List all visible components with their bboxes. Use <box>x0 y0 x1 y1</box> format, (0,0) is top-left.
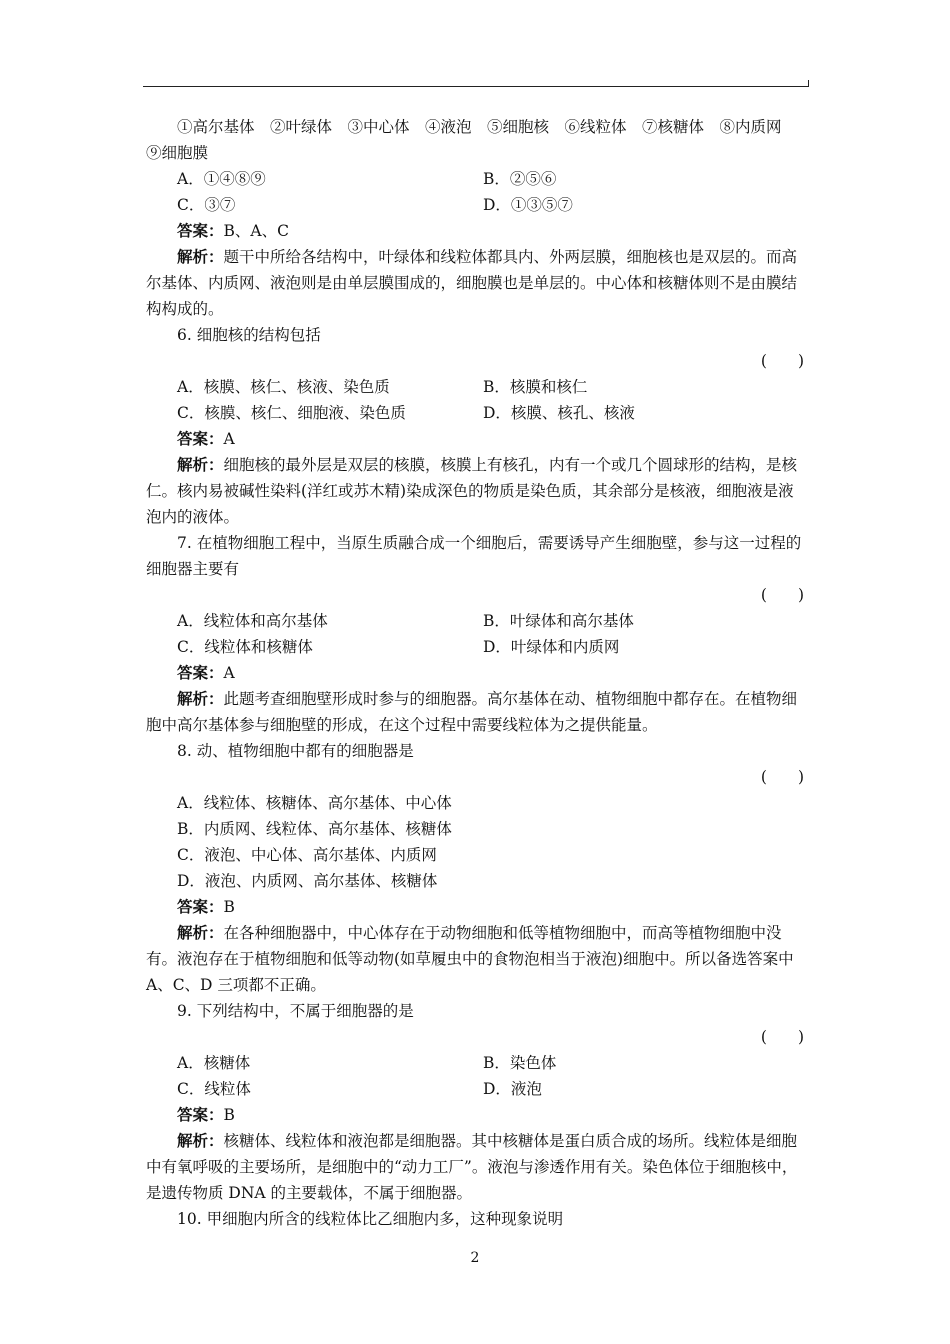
analysis-label: 解析： <box>177 247 224 266</box>
q6-answer-blank: ( ) <box>760 352 804 370</box>
q9-option-d: D．液泡 <box>483 1080 542 1098</box>
q7-analysis <box>146 686 808 738</box>
q5-items: ①高尔基体 ②叶绿体 ③中心体 ④液泡 ⑤细胞核 ⑥线粒体 ⑦核糖体 ⑧内质网 ⑨细胞膜 <box>146 118 798 162</box>
answer-label: 答案： <box>177 429 224 448</box>
q7-options-row-2 <box>146 634 808 660</box>
q7-option-b: B．叶绿体和高尔基体 <box>483 612 634 630</box>
analysis-text: 此题考查细胞壁形成时参与的细胞器。高尔基体在动、植物细胞中都存在。在植物细胞中高尔基体参与细胞壁的形成，在这个过程中需要线粒体为之提供能量。 <box>146 690 798 734</box>
q9-option-b: B．染色体 <box>483 1054 557 1072</box>
q9-option-a: A．核糖体 <box>177 1054 251 1072</box>
q7-option-d: D．叶绿体和内质网 <box>483 638 620 656</box>
analysis-label: 解析： <box>177 455 224 474</box>
q6-stem: 6. 细胞核的结构包括 <box>177 326 321 344</box>
header-rule-tick <box>808 80 809 87</box>
answer-value: B <box>223 898 235 916</box>
q8-stem: 8. 动、植物细胞中都有的细胞器是 <box>177 742 414 760</box>
q8-analysis <box>146 920 808 998</box>
answer-value: B、A、C <box>223 222 289 240</box>
page-number: 2 <box>470 1250 480 1266</box>
q9-options-row-1 <box>146 1050 808 1076</box>
page-content <box>146 114 808 1232</box>
answer-value: A <box>223 664 235 682</box>
q6-analysis <box>146 452 808 530</box>
q9-answer <box>146 1102 808 1128</box>
q9-analysis <box>146 1128 808 1206</box>
q8-option-c: C．液泡、中心体、高尔基体、内质网 <box>177 846 437 864</box>
q10-stem: 10. 甲细胞内所含的线粒体比乙细胞内多，这种现象说明 <box>177 1210 564 1228</box>
answer-label: 答案： <box>177 897 224 916</box>
q5-option-a: A．①④⑧⑨ <box>177 170 266 188</box>
analysis-label: 解析： <box>177 1131 224 1150</box>
q5-option-d: D．①③⑤⑦ <box>483 196 573 214</box>
q9-option-c: C．线粒体 <box>177 1080 251 1098</box>
q5-option-c: C．③⑦ <box>177 196 236 214</box>
q7-stem: 7. 在植物细胞工程中，当原生质融合成一个细胞后，需要诱导产生细胞壁，参与这一过程的细胞器主要有 <box>146 534 802 578</box>
q7-option-c: C．线粒体和核糖体 <box>177 638 313 656</box>
q6-option-d: D．核膜、核孔、核液 <box>483 404 635 422</box>
q8-option-d: D．液泡、内质网、高尔基体、核糖体 <box>177 872 438 890</box>
q9-stem: 9. 下列结构中，不属于细胞器的是 <box>177 1002 414 1020</box>
answer-label: 答案： <box>177 221 224 240</box>
q6-answer <box>146 426 808 452</box>
q8-option-b: B．内质网、线粒体、高尔基体、核糖体 <box>177 820 452 838</box>
q5-answer <box>146 218 808 244</box>
analysis-text: 核糖体、线粒体和液泡都是细胞器。其中核糖体是蛋白质合成的场所。线粒体是细胞中有氧呼吸的主要场所，是细胞中的“动力工厂”。液泡与渗透作用有关。染色体位于细胞核中，是遗传物质 DNA 的主要载体，不属于细胞器。 <box>146 1132 798 1202</box>
q6-option-c: C．核膜、核仁、细胞液、染色质 <box>177 404 406 422</box>
answer-value: A <box>223 430 235 448</box>
q6-option-a: A．核膜、核仁、核液、染色质 <box>177 378 390 396</box>
q7-options-row-1 <box>146 608 808 634</box>
q6-options-row-2 <box>146 400 808 426</box>
answer-value: B <box>223 1106 235 1124</box>
q5-analysis <box>146 244 808 322</box>
q8-answer-blank: ( ) <box>760 768 804 786</box>
q5-options-row-1 <box>146 166 808 192</box>
q8-option-a: A．线粒体、核糖体、高尔基体、中心体 <box>177 794 452 812</box>
analysis-text: 题干中所给各结构中，叶绿体和线粒体都具内、外两层膜，细胞核也是双层的。而高尔基体、内质网、液泡则是由单层膜围成的，细胞膜也是单层的。中心体和核糖体则不是由膜结构构成的。 <box>146 248 798 318</box>
answer-label: 答案： <box>177 1105 224 1124</box>
q7-option-a: A．线粒体和高尔基体 <box>177 612 328 630</box>
analysis-label: 解析： <box>177 689 224 708</box>
answer-label: 答案： <box>177 663 224 682</box>
q5-option-b: B．②⑤⑥ <box>483 170 557 188</box>
q7-answer <box>146 660 808 686</box>
q9-answer-blank: ( ) <box>760 1028 804 1046</box>
header-rule <box>143 86 809 87</box>
q6-options-row-1 <box>146 374 808 400</box>
analysis-text: 细胞核的最外层是双层的核膜，核膜上有核孔，内有一个或几个圆球形的结构，是核仁。核内易被碱性染料(洋红或苏木精)染成深色的物质是染色质，其余部分是核液，细胞液是液泡内的液体。 <box>146 456 798 526</box>
q6-option-b: B．核膜和核仁 <box>483 378 588 396</box>
q5-options-row-2 <box>146 192 808 218</box>
q8-answer <box>146 894 808 920</box>
analysis-label: 解析： <box>177 923 224 942</box>
q9-options-row-2 <box>146 1076 808 1102</box>
q7-answer-blank: ( ) <box>760 586 804 604</box>
analysis-text: 在各种细胞器中，中心体存在于动物细胞和低等植物细胞中，而高等植物细胞中没有。液泡存在于植物细胞和低等动物(如草履虫中的食物泡相当于液泡)细胞中。所以备选答案中 A、C、D 三项都不正确。 <box>146 924 794 994</box>
